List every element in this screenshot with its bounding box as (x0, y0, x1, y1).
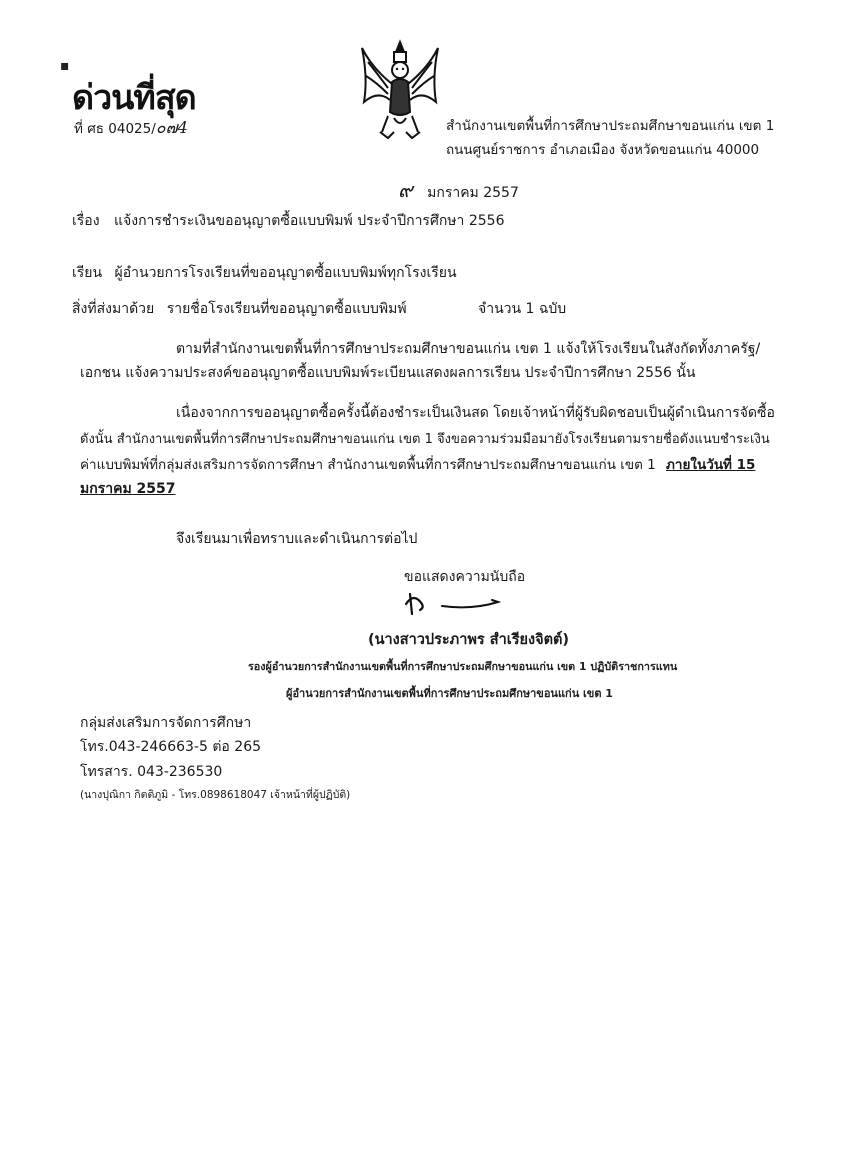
date-day-handwritten: ๙ (398, 178, 413, 202)
deadline-date: มกราคม 2557 (80, 481, 176, 497)
contact-fax: โทรสาร. 043-236530 (80, 764, 223, 780)
reference-number: ที่ ศธ 04025/๐๗4 (74, 118, 188, 137)
subject-label: เรื่อง (72, 213, 100, 229)
signatory-name: (นางสาวประภาพร สำเรียงจิตต์) (368, 632, 570, 648)
enclosure-quantity: จำนวน 1 ฉบับ (478, 301, 567, 317)
letter-date (398, 174, 519, 206)
contact-officer: (นางปุณิกา กิตติภูมิ - โทร.0898618047 เจ้าหน้าที่ผู้ปฏิบัติ) (80, 789, 351, 801)
recipient-label: เรียน (72, 265, 103, 281)
recipient-line (72, 262, 457, 284)
paragraph-1-line-2: เอกชน แจ้งความประสงค์ขออนุญาตซื้อแบบพิมพ์ระเบียนแสดงผลการเรียน ประจำปีการศึกษา 2556 นั้น (80, 365, 696, 381)
enclosure-label: สิ่งที่ส่งมาด้วย (72, 301, 155, 317)
regards: ขอแสดงความนับถือ (404, 569, 526, 585)
signatory-position-2: ผู้อำนวยการสำนักงานเขตพื้นที่การศึกษาประถมศึกษาขอนแก่น เขต 1 (286, 687, 613, 700)
handwritten-ref: ๐๗4 (155, 118, 188, 137)
paragraph-1-line-1: ตามที่สำนักงานเขตพื้นที่การศึกษาประถมศึกษาขอนแก่น เขต 1 แจ้งให้โรงเรียนในสังกัดทั้งภาครัฐ/ (176, 341, 761, 357)
subject-line (72, 210, 504, 232)
corner-mark: ▪ (60, 58, 70, 74)
recipient-text: ผู้อำนวยการโรงเรียนที่ขออนุญาตซื้อแบบพิมพ์ทุกโรงเรียน (114, 265, 457, 281)
paragraph-2-line-1: เนื่องจากการขออนุญาตซื้อครั้งนี้ต้องชำระเป็นเงินสด โดยเจ้าหน้าที่ผู้รับผิดชอบเป็นผู้ดำเนินการจัดซื้อ (176, 405, 775, 421)
garuda-emblem (358, 38, 442, 142)
contact-department: กลุ่มส่งเสริมการจัดการศึกษา (80, 715, 252, 731)
deadline-emphasis: ภายในวันที่ 15 (666, 457, 756, 473)
office-address-line1: สำนักงานเขตพื้นที่การศึกษาประถมศึกษาขอนแก่น เขต 1 (446, 118, 775, 134)
paragraph-2-line-3: ค่าแบบพิมพ์ที่กลุ่มส่งเสริมการจัดการศึกษา สำนักงานเขตพื้นที่การศึกษาประถมศึกษาขอนแก่น เขต 1 ภายในวันที่ 15 (80, 457, 756, 473)
contact-phone: โทร.043-246663-5 ต่อ 265 (80, 739, 262, 755)
subject-text: แจ้งการชำระเงินขออนุญาตซื้อแบบพิมพ์ ประจำปีการศึกษา 2556 (114, 213, 505, 229)
signature-mark (402, 586, 512, 620)
office-address-line2: ถนนศูนย์ราชการ อำเภอเมือง จังหวัดขอนแก่น 40000 (446, 142, 760, 158)
date-month-year: มกราคม 2557 (427, 185, 519, 201)
closing-paragraph: จึงเรียนมาเพื่อทราบและดำเนินการต่อไป (176, 531, 418, 547)
enclosure-line (72, 298, 407, 320)
signatory-position-1: รองผู้อำนวยการสำนักงานเขตพื้นที่การศึกษาประถมศึกษาขอนแก่น เขต 1 ปฏิบัติราชการแทน (248, 660, 678, 673)
paragraph-2-line-2: ดังนั้น สำนักงานเขตพื้นที่การศึกษาประถมศึกษาขอนแก่น เขต 1 จึงขอความร่วมมือมายังโรงเรียนตามรายชื่อดังแนบชำระเงิน (80, 432, 770, 447)
urgency-stamp: ด่วนที่สุด (72, 78, 196, 118)
enclosure-text: รายชื่อโรงเรียนที่ขออนุญาตซื้อแบบพิมพ์ (166, 301, 407, 317)
